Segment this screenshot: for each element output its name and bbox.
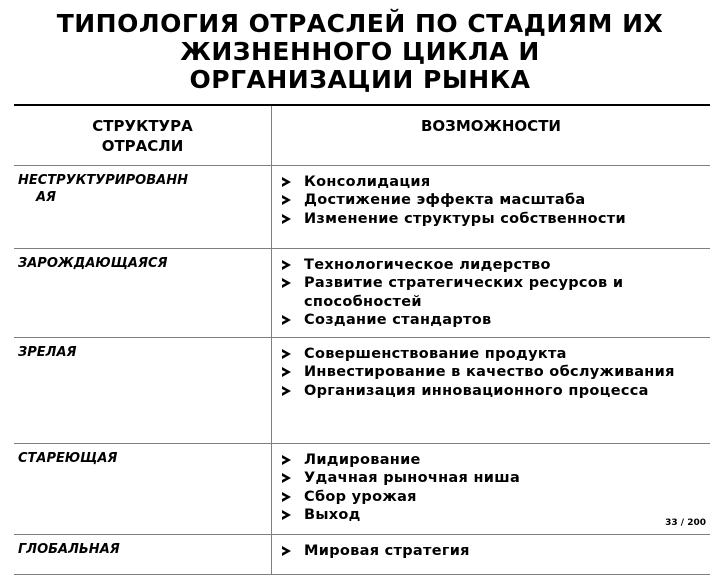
arrow-bullet-icon (282, 492, 291, 502)
table-row (14, 165, 710, 248)
stage-label-line: СТАРЕЮЩАЯ (18, 450, 118, 466)
arrow-bullet-icon (282, 367, 291, 377)
stage-label (14, 535, 271, 558)
arrow-bullet-icon (282, 386, 291, 396)
list-item (282, 173, 710, 192)
arrow-bullet-icon (282, 349, 291, 359)
opportunities-list (272, 249, 710, 330)
opportunities-cell (272, 443, 711, 534)
list-item-text: Выход (304, 507, 361, 523)
opportunities-list (272, 444, 710, 525)
page-number: 33 / 200 (665, 518, 706, 528)
list-item-text: Мировая стратегия (304, 542, 470, 559)
header-structure: СТРУКТУРА ОТРАСЛИ (92, 117, 193, 155)
opportunities-cell (272, 165, 711, 248)
stage-cell (14, 337, 272, 443)
table-row (14, 534, 710, 574)
list-item (282, 469, 710, 488)
list-item-text: Организация инновационного процесса (304, 382, 649, 399)
list-item-text: Развитие стратегических ресурсов и способностей (304, 275, 624, 310)
table-row (14, 443, 710, 534)
arrow-bullet-icon (282, 546, 291, 556)
list-item (282, 542, 710, 561)
list-item-text: Лидирование (304, 451, 421, 468)
list-item-text: Достижение эффекта масштаба (304, 192, 586, 208)
arrow-bullet-icon (282, 278, 291, 288)
opportunities-cell (272, 337, 711, 443)
opportunities-cell (272, 248, 711, 337)
stage-label-line: НЕСТРУКТУРИРОВАНН (18, 172, 188, 188)
list-item (282, 451, 710, 470)
list-item (282, 363, 710, 382)
list-item (282, 345, 710, 364)
stage-label-line: ЗАРОЖДАЮЩАЯСЯ (18, 255, 168, 271)
list-item-text: Консолидация (304, 173, 431, 190)
list-item-text: Удачная рыночная ниша (304, 470, 521, 486)
list-item (282, 210, 710, 229)
list-item (282, 382, 710, 401)
list-item-text: Сбор урожая (304, 488, 417, 505)
list-item (282, 506, 710, 525)
stage-label (14, 444, 271, 467)
table-row (14, 337, 710, 443)
stage-label-line: АЯ (36, 189, 57, 205)
list-item (282, 274, 710, 311)
arrow-bullet-icon (282, 177, 291, 187)
list-item-text: Технологическое лидерство (304, 256, 551, 273)
stage-cell (14, 165, 272, 248)
arrow-bullet-icon (282, 455, 291, 465)
arrow-bullet-icon (282, 510, 291, 520)
list-item-text: Создание стандартов (304, 312, 492, 328)
stage-label (14, 166, 271, 206)
stage-cell (14, 443, 272, 534)
table-row (14, 248, 710, 337)
list-item (282, 311, 710, 330)
opportunities-list (272, 166, 710, 229)
list-item (282, 488, 710, 507)
opportunities-list (272, 338, 710, 401)
header-opportunities: ВОЗМОЖНОСТИ (421, 117, 561, 135)
arrow-bullet-icon (282, 473, 291, 483)
opportunities-list (272, 535, 710, 561)
page-title (0, 10, 720, 94)
arrow-bullet-icon (282, 260, 291, 270)
arrow-bullet-icon (282, 315, 291, 325)
list-item (282, 256, 710, 275)
header-cell-structure (14, 105, 272, 165)
arrow-bullet-icon (282, 214, 291, 224)
list-item-text: Совершенствование продукта (304, 345, 567, 362)
opportunities-cell (272, 534, 711, 574)
list-item-text: Инвестирование в качество обслуживания (304, 364, 675, 380)
list-item (282, 191, 710, 210)
stage-label (14, 249, 271, 272)
arrow-bullet-icon (282, 195, 291, 205)
stage-cell (14, 248, 272, 337)
stage-label-line: ГЛОБАЛЬНАЯ (18, 541, 120, 557)
title-line-1: ТИПОЛОГИЯ ОТРАСЛЕЙ ПО СТАДИЯМ ИХ (56, 9, 664, 38)
typology-table-container (14, 104, 710, 559)
stage-label-line: ЗРЕЛАЯ (18, 344, 77, 360)
table-header-row (14, 105, 710, 165)
title-line-3: ОРГАНИЗАЦИИ РЫНКА (189, 65, 531, 94)
stage-label (14, 338, 271, 361)
title-line-2: ЖИЗНЕННОГО ЦИКЛА И (180, 37, 540, 66)
typology-table (14, 104, 710, 575)
list-item-text: Изменение структуры собственности (304, 210, 626, 227)
stage-cell (14, 534, 272, 574)
header-cell-opportunities (272, 105, 711, 165)
